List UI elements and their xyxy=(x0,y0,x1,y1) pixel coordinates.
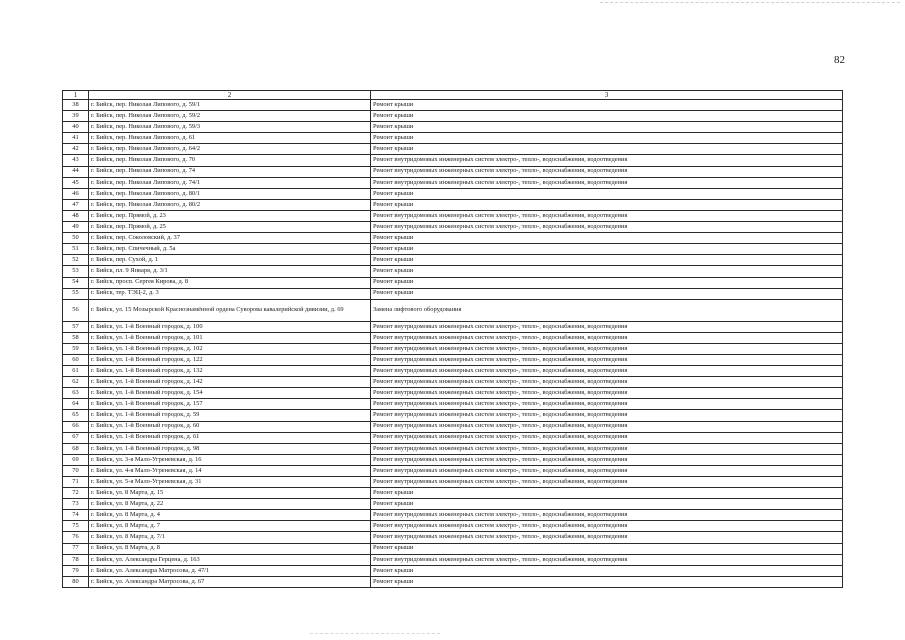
row-address: г. Бийск, пер. Николая Липового, д. 80/2 xyxy=(89,199,371,210)
scan-artifact-bottom xyxy=(310,633,440,635)
row-number: 51 xyxy=(63,244,89,255)
row-work-type: Ремонт крыши xyxy=(371,233,843,244)
table-row xyxy=(63,410,843,421)
row-address: г. Бийск, ул. 5-я Мало-Угреневская, д. 31 xyxy=(89,477,371,488)
row-work-type: Ремонт крыши xyxy=(371,576,843,587)
row-address: г. Бийск, ул. 8 Марта, д. 15 xyxy=(89,488,371,499)
row-number: 73 xyxy=(63,499,89,510)
row-work-type: Ремонт крыши xyxy=(371,488,843,499)
table-row xyxy=(63,576,843,587)
row-address: г. Бийск, пер. Николая Липового, д. 74/1 xyxy=(89,177,371,188)
table-row xyxy=(63,343,843,354)
row-address: г. Бийск, пер. Николая Липового, д. 64/2 xyxy=(89,144,371,155)
row-work-type: Ремонт внутридомовых инженерных систем электро-, тепло-, водоснабжения, водоотведения xyxy=(371,222,843,233)
row-number: 61 xyxy=(63,366,89,377)
table-row xyxy=(63,399,843,410)
table-row xyxy=(63,321,843,332)
table-row xyxy=(63,443,843,454)
row-work-type: Ремонт крыши xyxy=(371,277,843,288)
row-work-type: Ремонт внутридомовых инженерных систем электро-, тепло-, водоснабжения, водоотведения xyxy=(371,177,843,188)
table-row xyxy=(63,210,843,221)
table-row xyxy=(63,100,843,111)
table-row xyxy=(63,244,843,255)
table-row xyxy=(63,510,843,521)
row-work-type: Ремонт крыши xyxy=(371,543,843,554)
row-work-type: Ремонт внутридомовых инженерных систем электро-, тепло-, водоснабжения, водоотведения xyxy=(371,421,843,432)
table-row xyxy=(63,543,843,554)
row-address: г. Бийск, пер. Николая Липового, д. 59/2 xyxy=(89,111,371,122)
row-address: г. Бийск, пер. Николая Липового, д. 59/3 xyxy=(89,122,371,133)
row-number: 66 xyxy=(63,421,89,432)
row-address: г. Бийск, ул. 8 Марта, д. 7/1 xyxy=(89,532,371,543)
row-address: г. Бийск, пер. Сухой, д. 1 xyxy=(89,255,371,266)
table-row xyxy=(63,366,843,377)
table-row xyxy=(63,377,843,388)
row-address: г. Бийск, ул. 8 Марта, д. 4 xyxy=(89,510,371,521)
row-work-type: Ремонт крыши xyxy=(371,188,843,199)
row-number: 75 xyxy=(63,521,89,532)
row-number: 43 xyxy=(63,155,89,166)
row-work-type: Ремонт внутридомовых инженерных систем электро-, тепло-, водоснабжения, водоотведения xyxy=(371,210,843,221)
row-address: г. Бийск, пер. Соколовский, д. 37 xyxy=(89,233,371,244)
row-address: г. Бийск, ул. 15 Мозырской Краснознамённой ордена Суворова кавалерийской дивизии, д. 69 xyxy=(89,299,371,321)
row-work-type: Ремонт внутридомовых инженерных систем электро-, тепло-, водоснабжения, водоотведения xyxy=(371,377,843,388)
row-work-type: Ремонт крыши xyxy=(371,288,843,299)
row-address: г. Бийск, ул. 1-й Военный городок, д. 122 xyxy=(89,354,371,365)
row-work-type: Ремонт внутридомовых инженерных систем электро-, тепло-, водоснабжения, водоотведения xyxy=(371,166,843,177)
row-number: 57 xyxy=(63,321,89,332)
row-work-type: Ремонт крыши xyxy=(371,144,843,155)
row-address: г. Бийск, ул. 1-й Военный городок, д. 60 xyxy=(89,421,371,432)
row-work-type: Ремонт крыши xyxy=(371,255,843,266)
scan-artifact-top xyxy=(600,2,900,4)
table-row xyxy=(63,288,843,299)
row-number: 78 xyxy=(63,554,89,565)
table-row xyxy=(63,332,843,343)
row-address: г. Бийск, пер. Николая Липового, д. 59/1 xyxy=(89,100,371,111)
row-address: г. Бийск, ул. 1-й Военный городок, д. 154 xyxy=(89,388,371,399)
row-number: 64 xyxy=(63,399,89,410)
row-number: 67 xyxy=(63,432,89,443)
table-body xyxy=(63,100,843,588)
row-work-type: Ремонт крыши xyxy=(371,111,843,122)
row-number: 47 xyxy=(63,199,89,210)
row-address: г. Бийск, ул. Александра Герцена, д. 163 xyxy=(89,554,371,565)
row-number: 80 xyxy=(63,576,89,587)
row-work-type: Ремонт внутридомовых инженерных систем электро-, тепло-, водоснабжения, водоотведения xyxy=(371,443,843,454)
row-number: 45 xyxy=(63,177,89,188)
row-work-type: Ремонт внутридомовых инженерных систем электро-, тепло-, водоснабжения, водоотведения xyxy=(371,354,843,365)
row-address: г. Бийск, пер. Николая Липового, д. 61 xyxy=(89,133,371,144)
row-number: 38 xyxy=(63,100,89,111)
table-header-row xyxy=(63,91,843,100)
row-number: 65 xyxy=(63,410,89,421)
table-row xyxy=(63,277,843,288)
row-address: г. Бийск, пер. Прямой, д. 25 xyxy=(89,222,371,233)
row-number: 76 xyxy=(63,532,89,543)
row-number: 70 xyxy=(63,465,89,476)
row-work-type: Ремонт крыши xyxy=(371,266,843,277)
row-number: 69 xyxy=(63,454,89,465)
row-work-type: Ремонт внутридомовых инженерных систем электро-, тепло-, водоснабжения, водоотведения xyxy=(371,477,843,488)
row-number: 39 xyxy=(63,111,89,122)
row-address: г. Бийск, ул. Александра Матросова, д. 47/1 xyxy=(89,565,371,576)
row-number: 68 xyxy=(63,443,89,454)
table-row xyxy=(63,432,843,443)
row-number: 74 xyxy=(63,510,89,521)
table-row xyxy=(63,354,843,365)
row-number: 52 xyxy=(63,255,89,266)
table-row xyxy=(63,177,843,188)
row-number: 60 xyxy=(63,354,89,365)
row-number: 58 xyxy=(63,332,89,343)
row-work-type: Ремонт крыши xyxy=(371,100,843,111)
row-address: г. Бийск, ул. 1-й Военный городок, д. 101 xyxy=(89,332,371,343)
row-work-type: Ремонт крыши xyxy=(371,499,843,510)
row-address: г. Бийск, ул. 1-й Военный городок, д. 61 xyxy=(89,432,371,443)
row-address: г. Бийск, ул. 1-й Военный городок, д. 142 xyxy=(89,377,371,388)
table-row xyxy=(63,299,843,321)
table-row xyxy=(63,454,843,465)
row-number: 42 xyxy=(63,144,89,155)
row-work-type: Ремонт внутридомовых инженерных систем электро-, тепло-, водоснабжения, водоотведения xyxy=(371,465,843,476)
row-address: г. Бийск, пер. Прямой, д. 23 xyxy=(89,210,371,221)
row-number: 48 xyxy=(63,210,89,221)
table-row xyxy=(63,565,843,576)
row-address: г. Бийск, пер. Николая Липового, д. 70 xyxy=(89,155,371,166)
row-work-type: Ремонт внутридомовых инженерных систем электро-, тепло-, водоснабжения, водоотведения xyxy=(371,366,843,377)
table-row xyxy=(63,188,843,199)
table-row xyxy=(63,233,843,244)
table-row xyxy=(63,199,843,210)
row-address: г. Бийск, ул. Александра Матросова, д. 67 xyxy=(89,576,371,587)
row-address: г. Бийск, ул. 4-я Мало-Угреневская, д. 14 xyxy=(89,465,371,476)
row-number: 44 xyxy=(63,166,89,177)
header-col-number: 1 xyxy=(63,91,89,100)
row-work-type: Ремонт внутридомовых инженерных систем электро-, тепло-, водоснабжения, водоотведения xyxy=(371,532,843,543)
row-address: г. Бийск, ул. 8 Марта, д. 8 xyxy=(89,543,371,554)
row-number: 72 xyxy=(63,488,89,499)
row-address: г. Бийск, просп. Сергея Кирова, д. 8 xyxy=(89,277,371,288)
row-address: г. Бийск, пл. 9 Января, д. 3/1 xyxy=(89,266,371,277)
table-row xyxy=(63,521,843,532)
row-number: 49 xyxy=(63,222,89,233)
table-row xyxy=(63,155,843,166)
row-address: г. Бийск, ул. 1-й Военный городок, д. 100 xyxy=(89,321,371,332)
row-address: г. Бийск, ул. 8 Марта, д. 7 xyxy=(89,521,371,532)
row-number: 71 xyxy=(63,477,89,488)
row-number: 50 xyxy=(63,233,89,244)
works-table xyxy=(62,90,843,588)
row-address: г. Бийск, ул. 8 Марта, д. 22 xyxy=(89,499,371,510)
row-address: г. Бийск, ул. 1-й Военный городок, д. 59 xyxy=(89,410,371,421)
row-number: 77 xyxy=(63,543,89,554)
header-col-work: 3 xyxy=(371,91,843,100)
row-number: 63 xyxy=(63,388,89,399)
row-work-type: Ремонт внутридомовых инженерных систем электро-, тепло-, водоснабжения, водоотведения xyxy=(371,454,843,465)
row-work-type: Ремонт внутридомовых инженерных систем электро-, тепло-, водоснабжения, водоотведения xyxy=(371,388,843,399)
row-work-type: Ремонт внутридомовых инженерных систем электро-, тепло-, водоснабжения, водоотведения xyxy=(371,510,843,521)
row-number: 56 xyxy=(63,299,89,321)
row-work-type: Ремонт внутридомовых инженерных систем электро-, тепло-, водоснабжения, водоотведения xyxy=(371,332,843,343)
row-work-type: Ремонт внутридомовых инженерных систем электро-, тепло-, водоснабжения, водоотведения xyxy=(371,521,843,532)
row-work-type: Ремонт крыши xyxy=(371,199,843,210)
table-row xyxy=(63,532,843,543)
row-number: 59 xyxy=(63,343,89,354)
table-row xyxy=(63,133,843,144)
row-address: г. Бийск, ул. 1-й Военный городок, д. 102 xyxy=(89,343,371,354)
table-row xyxy=(63,554,843,565)
table-row xyxy=(63,421,843,432)
header-col-address: 2 xyxy=(89,91,371,100)
table-row xyxy=(63,222,843,233)
table-row xyxy=(63,166,843,177)
row-work-type: Ремонт крыши xyxy=(371,244,843,255)
row-work-type: Ремонт внутридомовых инженерных систем электро-, тепло-, водоснабжения, водоотведения xyxy=(371,554,843,565)
row-work-type: Ремонт внутридомовых инженерных систем электро-, тепло-, водоснабжения, водоотведения xyxy=(371,155,843,166)
row-work-type: Ремонт внутридомовых инженерных систем электро-, тепло-, водоснабжения, водоотведения xyxy=(371,432,843,443)
row-number: 62 xyxy=(63,377,89,388)
table-row xyxy=(63,465,843,476)
table-row xyxy=(63,499,843,510)
row-address: г. Бийск, ул. 1-й Военный городок, д. 132 xyxy=(89,366,371,377)
table-row xyxy=(63,266,843,277)
row-address: г. Бийск, пер. Спичечный, д. 5а xyxy=(89,244,371,255)
row-work-type: Ремонт крыши xyxy=(371,133,843,144)
row-number: 53 xyxy=(63,266,89,277)
row-number: 40 xyxy=(63,122,89,133)
table-row xyxy=(63,488,843,499)
row-number: 41 xyxy=(63,133,89,144)
row-work-type: Ремонт крыши xyxy=(371,122,843,133)
table-row xyxy=(63,144,843,155)
row-work-type: Ремонт крыши xyxy=(371,565,843,576)
table-row xyxy=(63,111,843,122)
row-number: 54 xyxy=(63,277,89,288)
page-number: 82 xyxy=(834,54,845,66)
row-number: 79 xyxy=(63,565,89,576)
row-address: г. Бийск, ул. 1-й Военный городок, д. 98 xyxy=(89,443,371,454)
row-work-type: Ремонт внутридомовых инженерных систем электро-, тепло-, водоснабжения, водоотведения xyxy=(371,321,843,332)
row-address: г. Бийск, тер. ТЭЦ-2, д. 3 xyxy=(89,288,371,299)
row-work-type: Замена лифтового оборудования xyxy=(371,299,843,321)
row-work-type: Ремонт внутридомовых инженерных систем электро-, тепло-, водоснабжения, водоотведения xyxy=(371,410,843,421)
row-number: 55 xyxy=(63,288,89,299)
row-address: г. Бийск, пер. Николая Липового, д. 74 xyxy=(89,166,371,177)
table-row xyxy=(63,477,843,488)
row-work-type: Ремонт внутридомовых инженерных систем электро-, тепло-, водоснабжения, водоотведения xyxy=(371,343,843,354)
row-address: г. Бийск, пер. Николая Липового, д. 80/1 xyxy=(89,188,371,199)
row-address: г. Бийск, ул. 3-я Мало-Угреневская, д. 16 xyxy=(89,454,371,465)
row-address: г. Бийск, ул. 1-й Военный городок, д. 157 xyxy=(89,399,371,410)
row-number: 46 xyxy=(63,188,89,199)
table-row xyxy=(63,388,843,399)
row-work-type: Ремонт внутридомовых инженерных систем электро-, тепло-, водоснабжения, водоотведения xyxy=(371,399,843,410)
table-row xyxy=(63,122,843,133)
table-row xyxy=(63,255,843,266)
